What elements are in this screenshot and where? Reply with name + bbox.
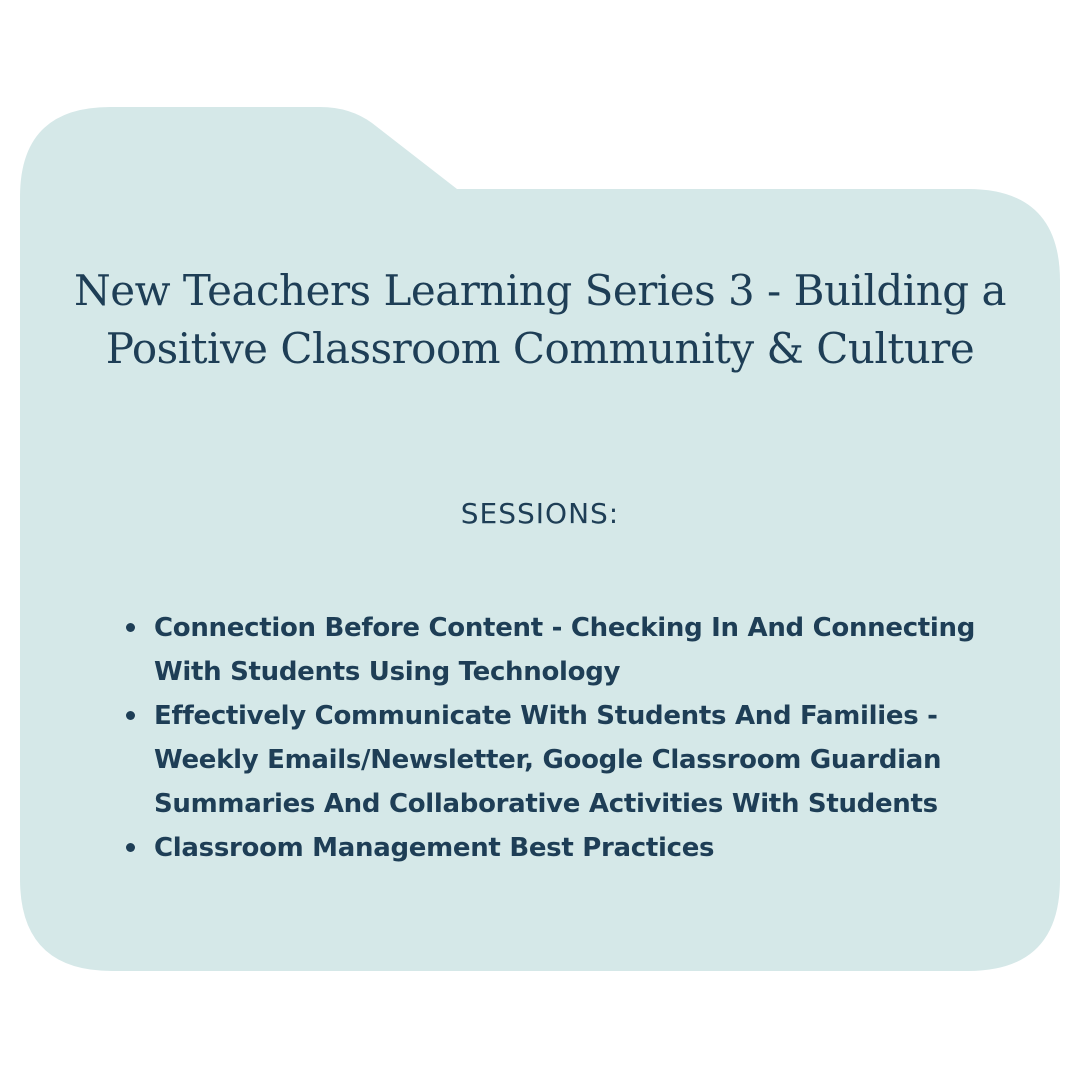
session-item — [124, 826, 984, 870]
sessions-heading: SESSIONS: — [460, 497, 620, 530]
session-item — [124, 694, 984, 826]
bullet-icon — [126, 843, 135, 852]
session-label: Classroom Management Best Practices — [154, 833, 715, 863]
session-label: Connection Before Content - Checking In And Connecting With Students Using Technology — [154, 613, 976, 687]
bullet-icon — [126, 623, 135, 632]
series-title: New Teachers Learning Series 3 - Building a Positive Classroom Community & Culture — [73, 266, 1007, 373]
bullet-icon — [126, 711, 135, 720]
session-item — [124, 606, 984, 694]
session-list — [124, 606, 984, 870]
session-label: Effectively Communicate With Students And Families - Weekly Emails/Newsletter, Google Classroom Guardian Summaries And Collaborative Activities With Students — [154, 701, 942, 819]
card-content — [20, 190, 1060, 970]
